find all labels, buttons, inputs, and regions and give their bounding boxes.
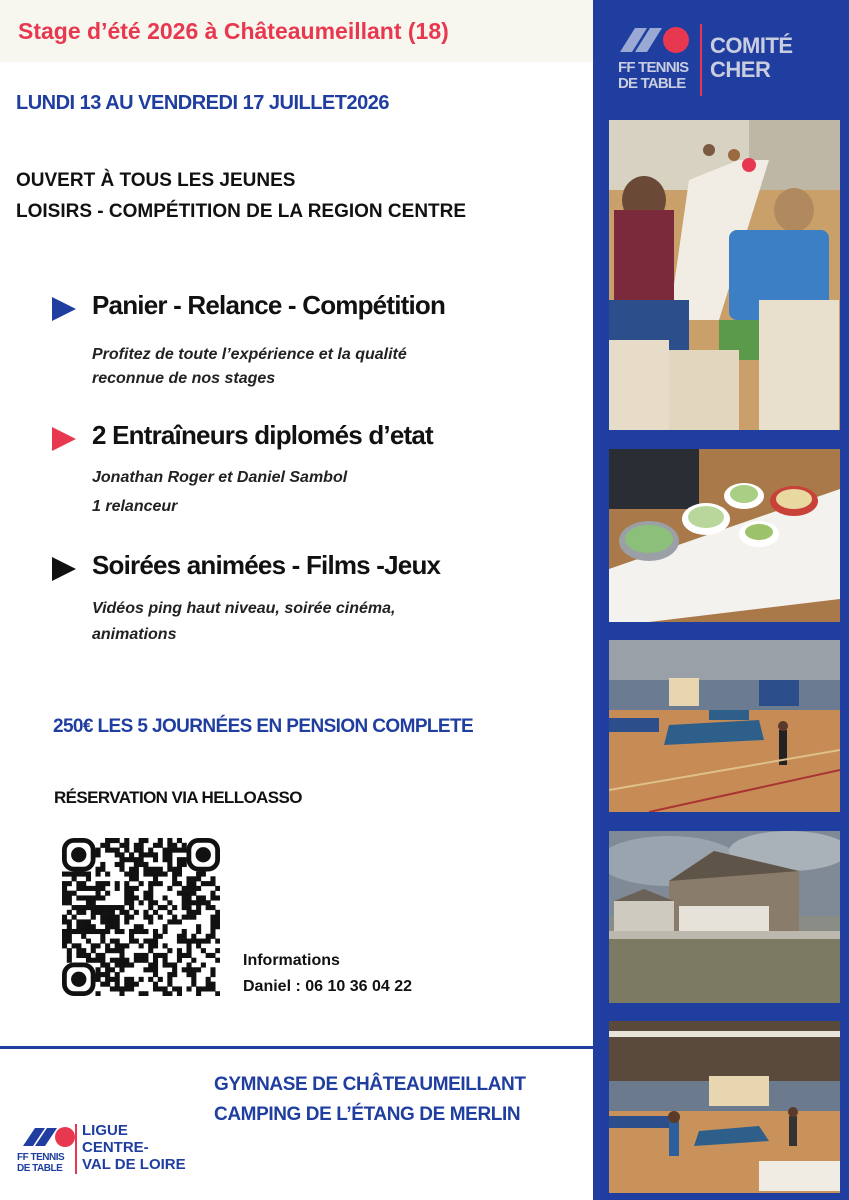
price-info: 250€ LES 5 JOURNÉES EN PENSION COMPLETE	[53, 716, 474, 737]
comite-name-1: COMITÉ	[710, 33, 793, 58]
qr-code[interactable]	[62, 838, 220, 996]
photo-salads	[609, 449, 840, 622]
reservation-info: RÉSERVATION VIA HELLOASSO	[54, 788, 302, 807]
ligue-logo	[15, 1118, 200, 1180]
venue-line-2: CAMPING DE L’ÉTANG DE MERLIN	[214, 1104, 521, 1125]
logo-separator	[700, 24, 702, 96]
event-dates: LUNDI 13 AU VENDREDI 17 JUILLET2026	[16, 92, 389, 114]
feature-title-training: Panier - Relance - Compétition	[92, 290, 446, 320]
feature-title-evenings: Soirées animées - Films -Jeux	[92, 550, 441, 580]
photo-meal-table	[609, 120, 840, 430]
feature-desc-line: animations	[92, 626, 177, 643]
comite-logo-ff: FF TENNIS	[618, 59, 689, 76]
venue-line-1: GYMNASE DE CHÂTEAUMEILLANT	[214, 1074, 526, 1095]
comite-logo-table: DE TABLE	[618, 75, 686, 92]
photo-gym-interior	[609, 1021, 840, 1193]
feature-title-coaches: 2 Entraîneurs diplomés d’etat	[92, 420, 433, 450]
feature-desc-line: reconnue de nos stages	[92, 370, 276, 387]
fftt-logo-icon	[21, 1122, 81, 1152]
ligue-name-3: VAL DE LOIRE	[82, 1156, 186, 1173]
triangle-bullet-icon	[52, 557, 76, 581]
triangle-bullet-icon	[52, 297, 76, 321]
comite-name-2: CHER	[710, 57, 771, 82]
page-title: Stage d’été 2026 à Châteaumeillant (18)	[18, 18, 449, 44]
audience-line-1: OUVERT À TOUS LES JEUNES	[16, 170, 296, 191]
ligue-logo-ff: FF TENNIS	[17, 1152, 65, 1163]
feature-desc-line: Profitez de toute l’expérience et la qualité	[92, 346, 407, 363]
ligue-name-1: LIGUE	[82, 1122, 128, 1139]
feature-desc-line: Vidéos ping haut niveau, soirée cinéma,	[92, 600, 396, 617]
feature-desc-line: Jonathan Roger et Daniel Sambol	[92, 469, 348, 486]
triangle-bullet-icon	[52, 427, 76, 451]
comite-logo	[614, 20, 834, 100]
feature-desc-line: 1 relanceur	[92, 498, 178, 515]
contact-phone[interactable]: Daniel : 06 10 36 04 22	[243, 978, 412, 995]
fftt-logo-icon	[618, 22, 694, 58]
ligue-name-2: CENTRE-	[82, 1139, 149, 1156]
audience-line-2: LOISIRS - COMPÉTITION DE LA REGION CENTRE	[16, 201, 467, 222]
logo-separator	[75, 1124, 77, 1174]
divider	[0, 1046, 593, 1049]
photo-gym-tables	[609, 640, 840, 812]
contact-label: Informations	[243, 952, 340, 969]
ligue-logo-table: DE TABLE	[17, 1163, 63, 1174]
photo-building	[609, 831, 840, 1003]
